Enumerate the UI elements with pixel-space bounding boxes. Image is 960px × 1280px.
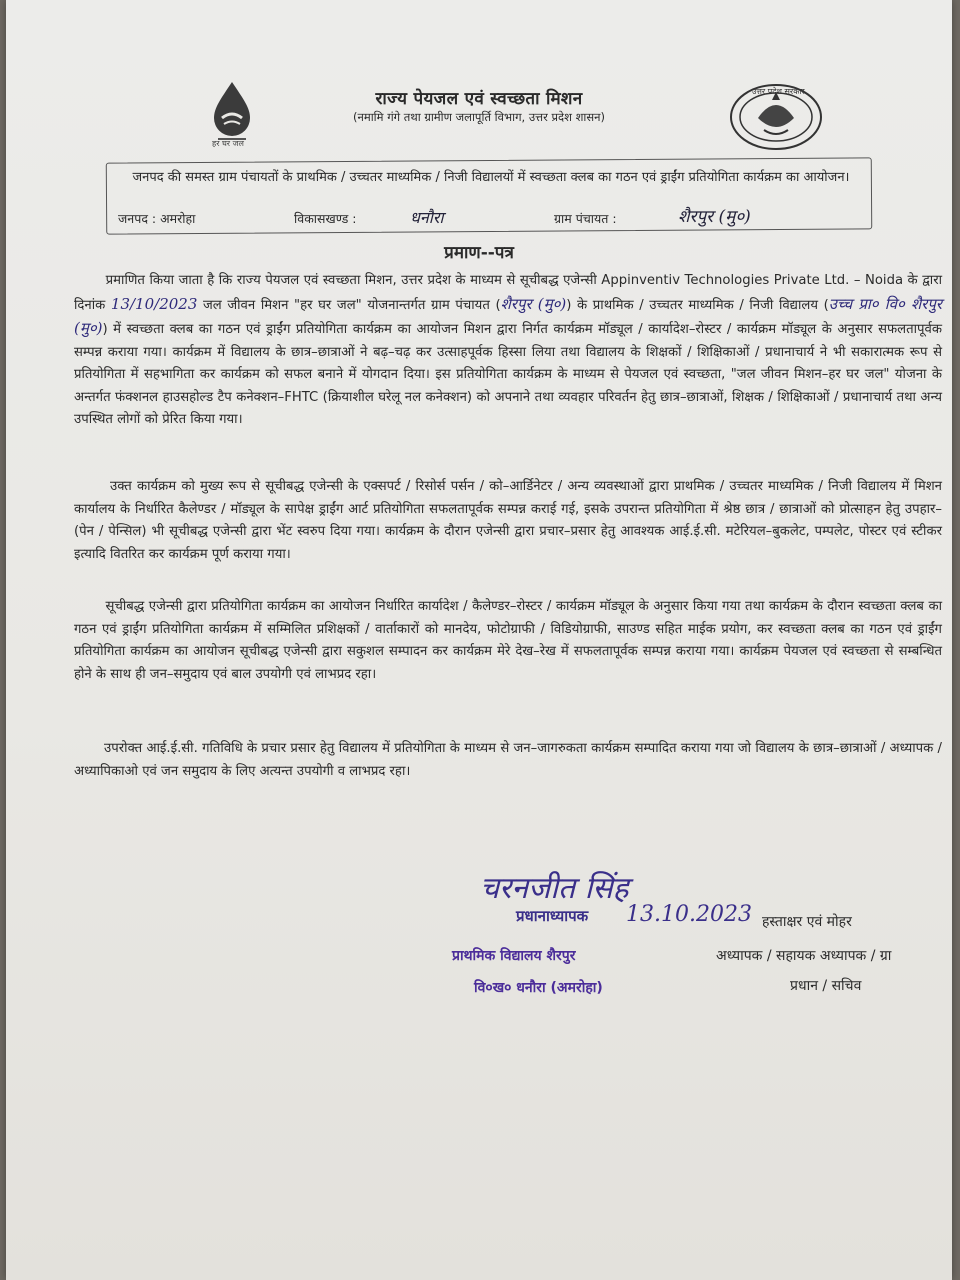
- p1-text-a: प्रमाणित किया जाता है कि राज्य पेयजल एवं स्वच्छता मिशन, उत्तर प्रदेश के माध्यम से सूचीबद्ध एजेन्सी Appinventiv Technologies Private Ltd. – Noida के द्वारा दिनांक: [74, 273, 942, 313]
- organization-subtitle: (नमामि गंगे तथा ग्रामीण जलापूर्ति विभाग, उत्तर प्रदेश शासन): [352, 110, 606, 124]
- certificate-page: [6, 0, 952, 1280]
- paragraph-1: [74, 270, 942, 432]
- paragraph-4: [74, 738, 942, 783]
- p2-text: उक्त कार्यक्रम को मुख्य रूप से सूचीबद्ध एजेन्सी के एक्सपर्ट / रिसोर्स पर्सन / को–आर्डिनेटर / अन्य व्यवस्थाओं द्वारा प्राथमिक / उच्चतर माध्यमिक / निजी विद्यालय में मिशन कार्यालय के निर्धारित कैलेण्डर / मॉड्यूल के सापेक्ष ड्राईंग आर्ट प्रतियोगिता सफलतापूर्वक सम्पन्न कराई गई, इसके उपरान्त प्रतियोगिता में श्रेष्ठ छात्र / छात्राओं को प्रोत्साहन हेतु उपहार–(पेन / पेन्सिल) भी सूचीबद्ध एजेन्सी द्वारा भेंट स्वरुप दिया गया। कार्यक्रम के दौरान एजेन्सी द्वारा प्रचार–प्रसार हेतु आवश्यक आई.ई.सी. मटेरियल–बुकलेट, पम्पलेट, पोस्टर एवं स्टीकर इत्यादि वितरित कर कार्यक्रम पूर्ण कराया गया।: [74, 479, 942, 562]
- district-label: जनपद : अमरोहा: [118, 211, 196, 226]
- paragraph-3: [74, 596, 942, 686]
- p1-text-c: ) के प्राथमिक / उच्चतर माध्यमिक / निजी विद्यालय (: [566, 297, 829, 313]
- pradhan-sachiv-label: प्रधान / सचिव: [790, 978, 862, 994]
- signatory-designation: प्रधानाध्यापक: [516, 907, 589, 925]
- p4-text: उपरोक्त आई.ई.सी. गतिविधि के प्रचार प्रसार हेतु विद्यालय में प्रतियोगिता के माध्यम से जन–जागरुकता कार्यक्रम सम्पादित कराया गया जो विद्यालय के छात्र–छात्राओं / अध्यापक / अध्यापिकाओ एवं जन समुदाय के लिए अत्यन्त उपयोगी व लाभप्रद रहा।: [74, 741, 943, 779]
- signature-label: हस्ताक्षर एवं मोहर: [762, 914, 852, 930]
- program-date: 13/10/2023: [110, 294, 198, 313]
- subject-text: जनपद की समस्त ग्राम पंचायतों के प्राथमिक / उच्चतर माध्यमिक / निजी विद्यालयों में स्वच्छता क्लब का गठन एवं ड्राईंग प्रतियोगिता कार्यक्रम का आयोजन।: [132, 170, 850, 185]
- left-logo-caption: हर घर जल: [212, 139, 244, 148]
- signature-date: 13.10.2023: [626, 902, 752, 927]
- certificate-title: प्रमाण--पत्र: [444, 243, 514, 263]
- paragraph-2: [74, 476, 942, 566]
- block-value: धनौरा: [410, 208, 444, 227]
- panchayat-label: ग्राम पंचायत :: [554, 211, 617, 226]
- p1-text-b: जल जीवन मिशन "हर घर जल" योजनान्तर्गत ग्राम पंचायत (: [203, 297, 501, 313]
- handwritten-signature: चरनजीत सिंह: [480, 871, 629, 906]
- p1-text-d: ) में स्वच्छता क्लब का गठन एवं ड्राईंग प्रतियोगिता कार्यक्रम का आयोजन मिशन द्वारा निर्गत कार्यक्रम मॉड्यूल / कार्यादेश–रोस्टर / कार्यक्रम मॉड्यूल के अनुसार सफलतापूर्वक सम्पन्न कराया गया। कार्यक्रम में विद्यालय के छात्र–छात्राओं ने बढ़–चढ़ कर उत्साहपूर्वक हिस्सा लिया तथा विद्यालय के शिक्षकों / शिक्षिकाओं / प्रधानाचार्य ने भी सकारात्मक रूप से प्रतियोगिता में सहभागिता कर कार्यक्रम को सफल बनाने में योगदान दिया। इस प्रतियोगिता कार्यक्रम के माध्यम से पेयजल एवं स्वच्छता, "जल जीवन मिशन–हर घर जल" योजना के अन्तर्गत फंक्शनल हाउसहोल्ड टैप कनेक्शन–FHTC (क्रियाशील घरेलू नल कनेक्शन) को अपनाने तथा व्यवहार परिवर्तन हेतु छात्र–छात्राओं, शिक्षक / शिक्षिकाओं / प्रधानाचार्य तथा अन्य उपस्थित लोगों को प्रेरित किया गया।: [74, 322, 942, 427]
- panchayat-value: शैरपुर (मु०): [678, 207, 751, 227]
- block-label: विकासखण्ड :: [294, 211, 357, 226]
- organization-title: राज्य पेयजल एवं स्वच्छता मिशन: [375, 89, 583, 109]
- village-name: शैरपुर (मु०): [500, 294, 567, 313]
- school-stamp-line-1: प्राथमिक विद्यालय शैरपुर: [452, 948, 576, 964]
- p3-text: सूचीबद्ध एजेन्सी द्वारा प्रतियोगिता कार्यक्रम का आयोजन निर्धारित कार्यादेश / कैलेण्डर–रोस्टर / कार्यक्रम मॉड्यूल के अनुसार किया गया तथा कार्यक्रम के दौरान स्वच्छता क्लब का गठन एवं ड्राईंग प्रतियोगिता कार्यक्रम में सम्मिलित प्रशिक्षकों / वार्ताकारों को मानदेय, फोटोग्राफी / विडियोग्राफी, साउण्ड सहित माईक प्रयोग, कर स्वच्छता क्लब का गठन एवं ड्राईंग प्रतियोगिता कार्यक्रम का आयोजन सूचीबद्ध एजेन्सी द्वारा सकुशल सम्पादन कर कार्यक्रम मेरे देख–रेख में सफलतापूर्वक सम्पन्न कराया गया। कार्यक्रम पेयजल एवं स्वच्छता से सम्बन्धित होने के साथ ही जन–समुदाय एवं बाल उपयोगी एवं लाभप्रद रहा।: [74, 599, 942, 682]
- right-logo-caption: उत्तर प्रदेश सरकार: [752, 87, 805, 96]
- school-stamp-line-2: वि०ख० धनौरा (अमरोहा): [474, 980, 603, 996]
- signatory-role-label: अध्यापक / सहायक अध्यापक / ग्रा: [716, 948, 892, 964]
- school-name: उच्च प्रा० वि० शैरपुर (मु०): [74, 294, 942, 337]
